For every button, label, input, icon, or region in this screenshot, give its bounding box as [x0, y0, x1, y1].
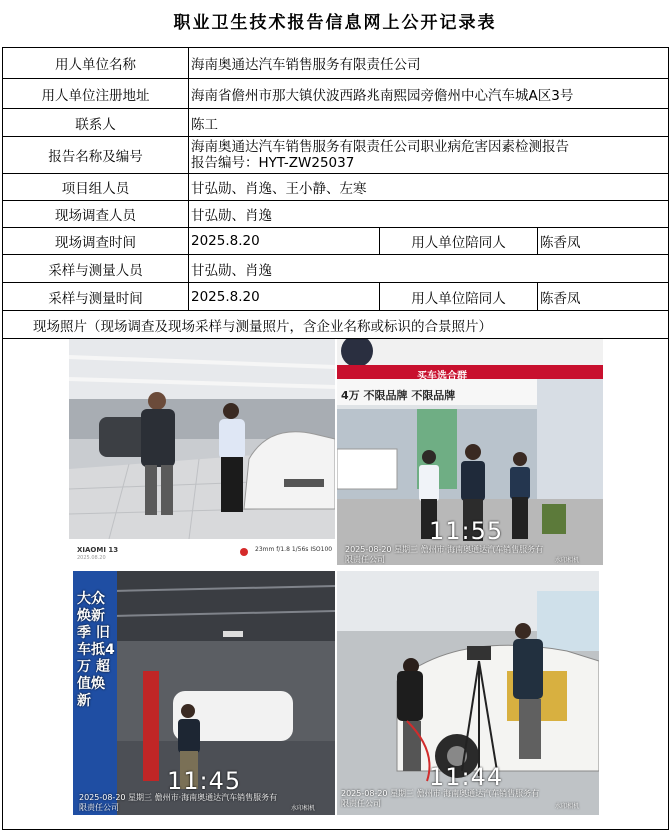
- row-sampling-staff: [3, 255, 669, 283]
- value-survey-companion: 陈香凤: [538, 228, 669, 255]
- row-employer-address: [3, 79, 669, 109]
- photo2-time: 11:55: [429, 517, 504, 545]
- row-report: [3, 137, 669, 174]
- photo-showroom-survey: [69, 339, 335, 565]
- photo-storefront-group: [337, 339, 603, 565]
- label-sampling-companion: 用人单位陪同人: [380, 283, 538, 311]
- photo3-sign: 大众焕新季 旧车抵4万 超值焕新: [77, 591, 115, 709]
- label-employer-name: 用人单位名称: [3, 48, 189, 79]
- value-sampling-staff: 甘弘勋、肖逸: [189, 255, 669, 283]
- value-survey-time: 2025.8.20: [189, 228, 380, 255]
- label-report: 报告名称及编号: [3, 137, 189, 174]
- label-sampling-time: 采样与测量时间: [3, 283, 189, 311]
- photo3-watermark: 水印相机: [291, 805, 316, 812]
- label-team: 项目组人员: [3, 174, 189, 201]
- label-sampling-staff: 采样与测量人员: [3, 255, 189, 283]
- page-title: 职业卫生技术报告信息网上公开记录表: [173, 13, 497, 33]
- photo4-time: 11:44: [429, 763, 504, 791]
- row-employer-name: [3, 48, 669, 79]
- report-number: 报告编号：HYT-ZW25037: [191, 155, 355, 171]
- value-employer-address: 海南省儋州市那大镇伏波西路兆南熙园旁儋州中心汽车城A区3号: [189, 79, 669, 109]
- row-survey-staff: [3, 201, 669, 228]
- label-survey-companion: 用人单位陪同人: [380, 228, 538, 255]
- value-employer-name: 海南奥通达汽车销售服务有限责任公司: [189, 48, 669, 79]
- photo-measurement: [337, 571, 599, 815]
- photo3-caption: 2025-08-20 星期三 儋州市·海南奥通达汽车销售服务有限责任公司: [79, 793, 278, 812]
- photo2-watermark: 水印相机: [555, 557, 580, 564]
- label-employer-address: 用人单位注册地址: [3, 79, 189, 109]
- value-team: 甘弘勋、肖逸、王小静、左寒: [189, 174, 669, 201]
- value-sampling-time: 2025.8.20: [189, 283, 380, 311]
- label-photos: 现场照片（现场调查及现场采样与测量照片，含企业名称或标识的合景照片）: [3, 311, 669, 339]
- value-sampling-companion: 陈香凤: [538, 283, 669, 311]
- row-photos-label: [3, 311, 669, 339]
- photo1-date: 2025.08.20: [77, 555, 106, 561]
- row-photos: [3, 339, 669, 830]
- row-contact: [3, 109, 669, 137]
- photo3-time: 11:45: [167, 767, 242, 795]
- value-contact: 陈工: [189, 109, 669, 137]
- row-survey-time: [3, 228, 669, 255]
- label-contact: 联系人: [3, 109, 189, 137]
- photo4-caption: 2025-08-20 星期三 儋州市·海南奥通达汽车销售服务有限责任公司: [341, 789, 540, 808]
- value-survey-staff: 甘弘勋、肖逸: [189, 201, 669, 228]
- record-table: [2, 47, 669, 830]
- report-name: 海南奥通达汽车销售服务有限责任公司职业病危害因素检测报告: [191, 139, 569, 155]
- photo1-brand: XIAOMI 13: [77, 546, 119, 554]
- photo2-caption: 2025-08-20 星期三 儋州市·海南奥通达汽车销售服务有限责任公司: [345, 545, 544, 564]
- label-survey-staff: 现场调查人员: [3, 201, 189, 228]
- value-report: [189, 137, 669, 174]
- photo-grid: [3, 339, 667, 829]
- photos-cell: [3, 339, 669, 830]
- photo2-promo: 4万 不限品牌 不限品牌: [341, 389, 456, 402]
- row-sampling-time: [3, 283, 669, 311]
- row-team: [3, 174, 669, 201]
- photo-workshop: [73, 571, 335, 815]
- photo2-banner: 买车选合群: [417, 371, 467, 382]
- label-survey-time: 现场调查时间: [3, 228, 189, 255]
- photo4-watermark: 水印相机: [555, 803, 580, 810]
- photo1-exif: 23mm f/1.8 1/56s ISO100: [255, 546, 333, 553]
